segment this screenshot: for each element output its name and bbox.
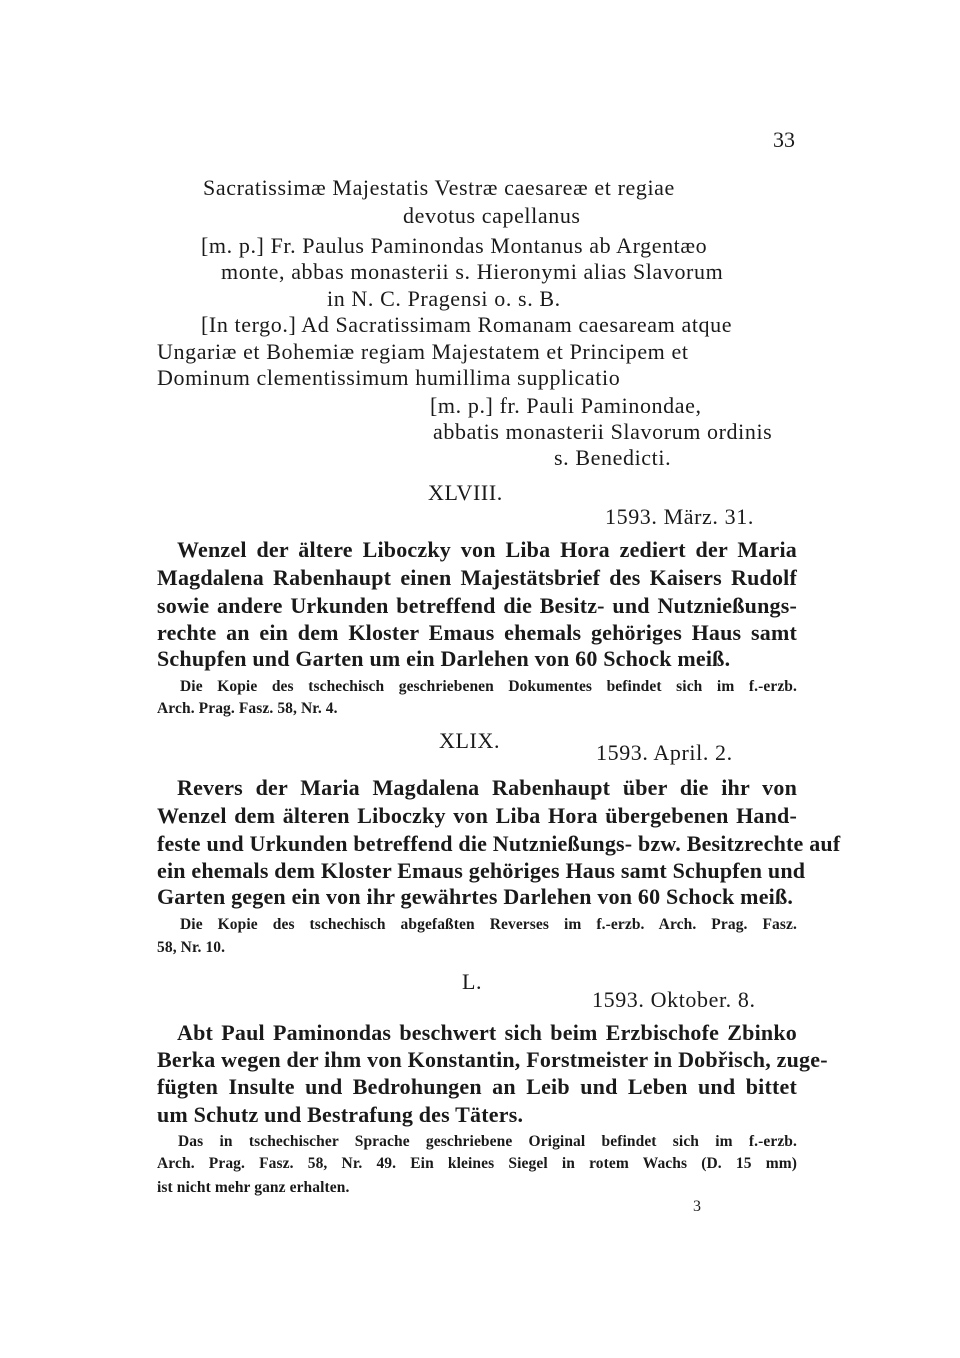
entry-body-line: Garten gegen ein von ihr gewährtes Darlehen von 60 Schock meiß. — [157, 884, 794, 909]
entry-body-line: Schupfen und Garten um ein Darlehen von 60 Schock meiß. — [157, 646, 731, 671]
entry-date: 1593. Oktober. 8. — [592, 987, 756, 1012]
page-number: 33 — [773, 127, 795, 152]
entry-note-line: Das in tschechischer Sprache geschriebene Original befindet sich im f.-erzb. — [178, 1133, 797, 1150]
entry-date: 1593. März. 31. — [605, 504, 754, 529]
in-tergo-line: abbatis monasterii Slavorum ordinis — [433, 419, 773, 444]
letter-close-line: in N. C. Pragensi o. s. B. — [327, 286, 561, 311]
in-tergo-line: Ungariæ et Bohemiæ regiam Majestatem et Principem et — [157, 339, 689, 364]
entry-numeral: XLIX. — [439, 728, 501, 753]
entry-numeral: L. — [462, 969, 483, 994]
entry-body-line: Revers der Maria Magdalena Rabenhaupt über die ihr von — [177, 775, 797, 800]
entry-body-line: feste und Urkunden betreffend die Nutznießungs- bzw. Besitzrechte auf — [157, 831, 841, 856]
entry-body-line: Wenzel dem älteren Liboczky von Liba Hora übergebenen Hand- — [157, 803, 797, 828]
entry-body-line: sowie andere Urkunden betreffend die Besitz- und Nutznießungs- — [157, 593, 797, 618]
in-tergo-line: s. Benedicti. — [554, 445, 672, 470]
in-tergo-line: [m. p.] fr. Pauli Paminondae, — [430, 393, 702, 418]
letter-close-line: [m. p.] Fr. Paulus Paminondas Montanus ab Argentæo — [201, 233, 708, 258]
entry-body-line: Abt Paul Paminondas beschwert sich beim Erzbischofe Zbinko — [177, 1020, 797, 1045]
entry-body-line: ein ehemals dem Kloster Emaus gehöriges Haus samt Schupfen und — [157, 858, 806, 883]
letter-close-line: devotus capellanus — [403, 203, 581, 228]
entry-numeral: XLVIII. — [428, 480, 503, 505]
entry-note-line: ist nicht mehr ganz erhalten. — [157, 1179, 350, 1196]
letter-close-line: Sacratissimæ Majestatis Vestræ caesareæ et regiae — [203, 175, 675, 200]
in-tergo-line: Dominum clementissimum humillima supplicatio — [157, 365, 621, 390]
entry-note-line: Arch. Prag. Fasz. 58, Nr. 49. Ein kleines Siegel in rotem Wachs (D. 15 mm) — [157, 1155, 797, 1172]
entry-body-line: Magdalena Rabenhaupt einen Majestätsbrief des Kaisers Rudolf — [157, 565, 797, 590]
in-tergo-line: [In tergo.] Ad Sacratissimam Romanam caesaream atque — [201, 312, 733, 337]
entry-note-line: Die Kopie des tschechisch abgefaßten Reverses im f.-erzb. Arch. Prag. Fasz. — [180, 916, 797, 933]
letter-close-line: monte, abbas monasterii s. Hieronymi alias Slavorum — [221, 259, 724, 284]
entry-body-line: rechte an ein dem Kloster Emaus ehemals gehöriges Haus samt — [157, 620, 797, 645]
entry-body-line: fügten Insulte und Bedrohungen an Leib und Leben und bittet — [157, 1074, 797, 1099]
entry-note-line: 58, Nr. 10. — [157, 939, 226, 956]
entry-body-line: Wenzel der ältere Liboczky von Liba Hora zediert der Maria — [177, 537, 797, 562]
entry-date: 1593. April. 2. — [596, 740, 733, 765]
signature-mark: 3 — [693, 1198, 701, 1215]
entry-body-line: um Schutz und Bestrafung des Täters. — [157, 1102, 524, 1127]
entry-body-line: Berka wegen der ihm von Konstantin, Forstmeister in Dobřisch, zuge- — [157, 1047, 828, 1072]
entry-note-line: Arch. Prag. Fasz. 58, Nr. 4. — [157, 700, 338, 717]
entry-note-line: Die Kopie des tschechisch geschriebenen Dokumentes befindet sich im f.-erzb. — [180, 678, 797, 695]
